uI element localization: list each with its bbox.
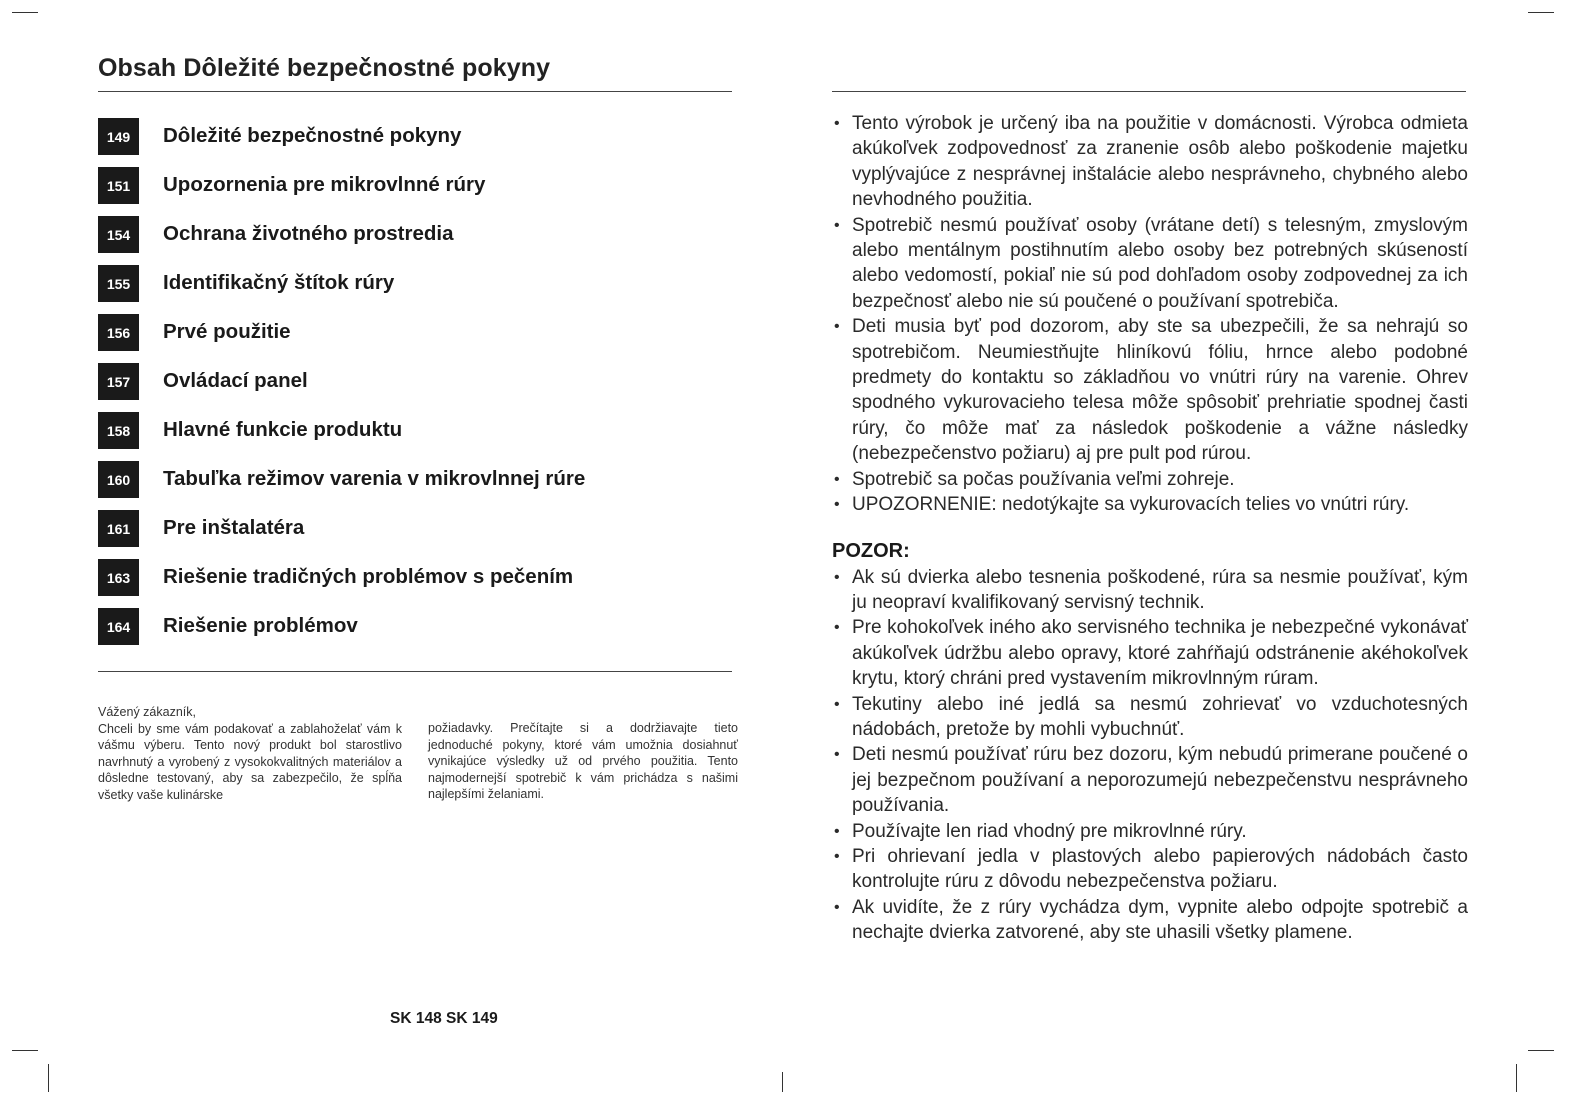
warning-list (832, 565, 1468, 946)
toc-page-number: 161 (98, 510, 139, 547)
toc-page-number: 163 (98, 559, 139, 596)
list-item: • Deti musia byť pod dozorom, aby ste sa ubezpečili, že sa nehrajú so spotrebičom. Neumiestňujte hliníkovú fóliu, hrnce alebo podobné predmety do kontaktu so základňou vo vnútri rúry na varenie. Ohrev spodného vykurovacieho telesa môže spôsobiť prehriatie spodnej časti rúry, čo môže mať za následok poškodenie a vážne následky (nebezpečenstvo požiaru) aj pre pult pod rúrou. (832, 314, 1468, 466)
intro-column-1 (98, 704, 402, 803)
list-item: • Ak uvidíte, že z rúry vychádza dym, vypnite alebo odpojte spotrebič a nechajte dvierka zatvorené, aby ste uhasili všetky plamene. (832, 895, 1468, 946)
toc-item[interactable] (98, 265, 732, 314)
crop-mark (12, 12, 38, 13)
toc-item[interactable] (98, 510, 732, 559)
toc-label: Riešenie problémov (163, 614, 358, 637)
toc-page-number: 154 (98, 216, 139, 253)
toc-item[interactable] (98, 608, 732, 657)
list-item: • Spotrebič sa počas používania veľmi zohreje. (832, 467, 1468, 492)
toc-label: Prvé použitie (163, 320, 291, 343)
toc-page-number: 164 (98, 608, 139, 645)
list-item: • Spotrebič nesmú používať osoby (vrátane detí) s telesným, zmyslovým alebo mentálnym postihnutím alebo osoby bez potrebných skúseností alebo vedomostí, pokiaľ nie sú pod dohľadom osoby zodpovednej za ich bezpečnosť alebo nie sú poučené o používaní spotrebiča. (832, 213, 1468, 315)
crop-mark (1528, 1050, 1554, 1051)
toc-label: Identifikačný štítok rúry (163, 271, 395, 294)
list-item: • Pre kohokoľvek iného ako servisného technika je nebezpečné vykonávať akúkoľvek údržbu alebo opravy, ktoré zahŕňajú odstránenie akéhokoľvek krytu, ktorý chráni pred vystavením mikrovlnným rúram. (832, 615, 1468, 691)
toc-page-number: 157 (98, 363, 139, 400)
toc-page-number: 158 (98, 412, 139, 449)
title-divider (98, 91, 732, 92)
list-item: • Používajte len riad vhodný pre mikrovlnné rúry. (832, 819, 1468, 844)
toc-label: Ovládací panel (163, 369, 308, 392)
list-item: • Pri ohrievaní jedla v plastových alebo papierových nádobách často kontrolujte rúru z dôvodu nebezpečenstva požiaru. (832, 844, 1468, 895)
toc-label: Hlavné funkcie produktu (163, 418, 403, 441)
page-numbers-footer: SK 148 SK 149 (390, 1010, 498, 1027)
intro-column-2 (428, 720, 738, 803)
toc-label: Upozornenia pre mikrovlnné rúry (163, 173, 486, 196)
intro-paragraph: požiadavky. Prečítajte si a dodržiavajte tieto jednoduché pokyny, ktoré vám umožnia dosiahnuť vynikajúce výsledky už od prvého použitia. Tento najmodernejší spotrebič k vám prichádza s našimi najlepšími želaniami. (428, 721, 738, 801)
toc-page-number: 156 (98, 314, 139, 351)
toc-item[interactable] (98, 314, 732, 363)
safety-instructions (832, 111, 1468, 946)
toc-page-number: 149 (98, 118, 139, 155)
toc-label: Pre inštalatéra (163, 516, 305, 539)
toc-item[interactable] (98, 461, 732, 510)
toc-divider (98, 671, 732, 672)
toc-item[interactable] (98, 167, 732, 216)
toc-item[interactable] (98, 118, 732, 167)
toc-label: Ochrana životného prostredia (163, 222, 454, 245)
toc-label: Riešenie tradičných problémov s pečením (163, 565, 574, 588)
toc-label: Dôležité bezpečnostné pokyny (163, 124, 462, 147)
list-item: • Tekutiny alebo iné jedlá sa nesmú zohrievať vo vzduchotesných nádobách, pretože by mohli vybuchnúť. (832, 692, 1468, 743)
intro-paragraph: Chceli by sme vám podakovať a zablahoželať vám k vášmu výberu. Tento nový produkt bol starostlivo navrhnutý a vyrobený z vysokokvalitných materiálov a dôsledne testovaný, aby sa zabezpečilo, že spĺňa všetky vaše kulinárske (98, 721, 402, 802)
crop-mark (48, 1064, 49, 1092)
crop-mark (782, 1072, 783, 1092)
safety-list (832, 111, 1468, 518)
toc-page-number: 155 (98, 265, 139, 302)
toc-item[interactable] (98, 559, 732, 608)
list-item: • Ak sú dvierka alebo tesnenia poškodené, rúra sa nesmie používať, kým ju neopraví kvalifikovaný servisný technik. (832, 565, 1468, 616)
crop-mark (1528, 12, 1554, 13)
header-divider (832, 91, 1466, 92)
crop-mark (12, 1050, 38, 1051)
toc-item[interactable] (98, 363, 732, 412)
list-item: • UPOZORNENIE: nedotýkajte sa vykurovacích telies vo vnútri rúry. (832, 492, 1468, 517)
crop-mark (1516, 1064, 1517, 1092)
warning-heading: POZOR: (832, 539, 910, 562)
toc-page-number: 160 (98, 461, 139, 498)
page-title: Obsah Dôležité bezpečnostné pokyny (98, 54, 551, 82)
toc-item[interactable] (98, 216, 732, 265)
toc-item[interactable] (98, 412, 732, 461)
intro-greeting: Vážený zákazník, (98, 705, 196, 719)
toc-label: Tabuľka režimov varenia v mikrovlnnej rúre (163, 467, 586, 490)
list-item: • Deti nesmú používať rúru bez dozoru, kým nebudú primerane poučené o jej bezpečnom používaní a neporozumejú nebezpečenstvu nesprávneho používania. (832, 742, 1468, 818)
list-item: • Tento výrobok je určený iba na použitie v domácnosti. Výrobca odmieta akúkoľvek zodpovednosť za zranenie osôb alebo poškodenie majetku vyplývajúce z nesprávnej inštalácie alebo nesprávneho, chybného alebo nevhodného použitia. (832, 111, 1468, 213)
toc-page-number: 151 (98, 167, 139, 204)
table-of-contents (98, 118, 732, 657)
